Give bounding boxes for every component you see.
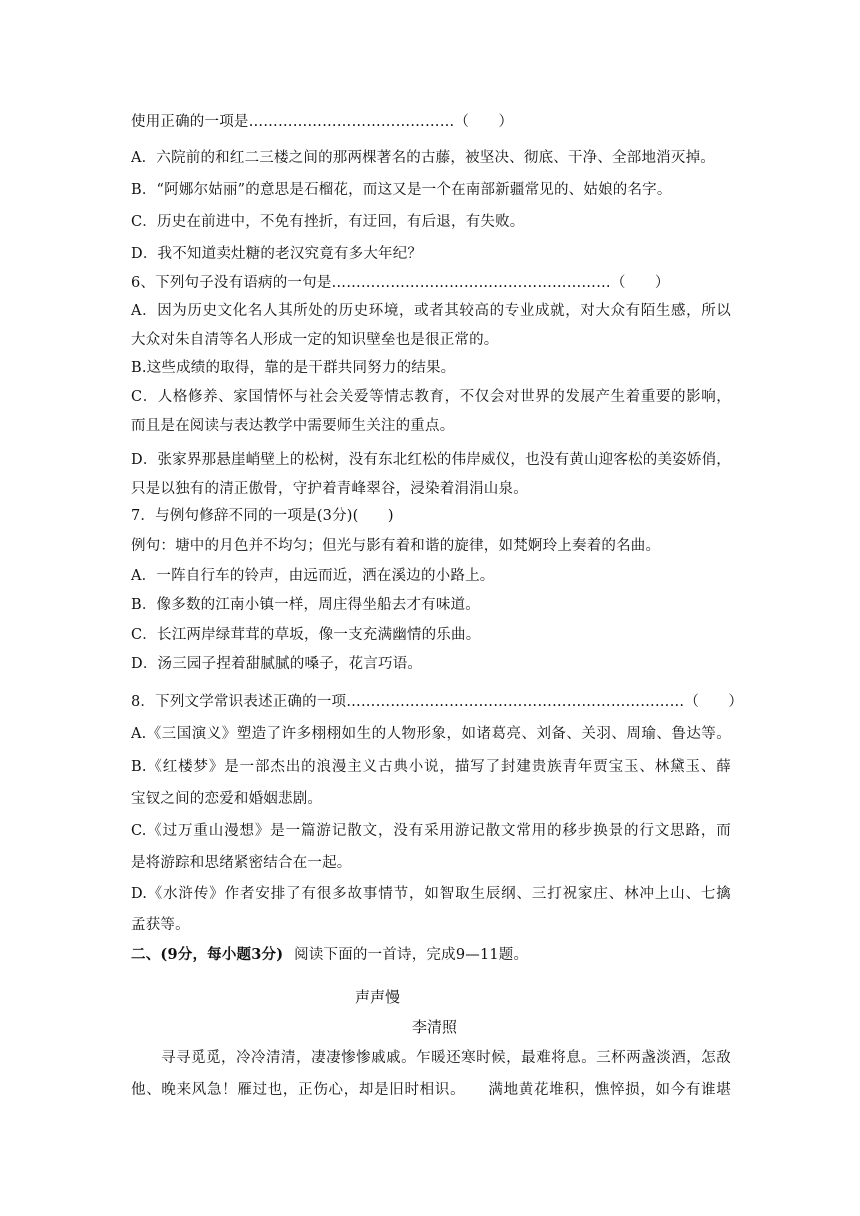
q8-stem: 8．下列文学常识表述正确的一项……………………………………………………………（ ） <box>131 694 744 710</box>
q8-option-d-line2: 孟获等。 <box>131 917 190 933</box>
poem-author: 李清照 <box>412 1018 458 1036</box>
q5-option-b: B．“阿娜尔姑丽”的意思是石榴花，而这又是一个在南部新疆常见的、姑娘的名字。 <box>131 182 672 198</box>
q8-option-a: A.《三国演义》塑造了许多栩栩如生的人物形象，如诸葛亮、刘备、关羽、周瑜、鲁达等。 <box>131 726 731 742</box>
q6-stem: 6、下列句子没有语病的一句是…………………………………………………（ ） <box>131 275 670 291</box>
q5-option-c: C．历史在前进中，不免有挫折，有迂回，有后退，有失败。 <box>131 214 525 230</box>
section-2-heading: 二、(9分，每小题3分) <box>131 946 284 963</box>
q8-option-b-line2: 宝钗之间的恋爱和婚姻悲剧。 <box>131 791 323 807</box>
q6-option-a-line1: A．因为历史文化名人其所处的历史环境，或者其较高的专业成就，对大众有陌生感，所以 <box>131 303 731 319</box>
q7-example: 例句：塘中的月色并不均匀；但光与影有着和谐的旋律，如梵婀玲上奏着的名曲。 <box>131 538 661 554</box>
q7-option-a: A．一阵自行车的铃声，由远而近，洒在溪边的小路上。 <box>131 568 495 584</box>
section-2-header <box>131 945 731 965</box>
q7-option-b: B．像多数的江南小镇一样，周庄得坐船去才有味道。 <box>131 597 480 613</box>
q6-option-d-line2: 只是以独有的清正傲骨，守护着青峰翠谷，浸染着涓涓山泉。 <box>131 481 528 497</box>
q7-stem: 7．与例句修辞不同的一项是(3分)( ) <box>131 508 394 524</box>
poem-text-line1: 寻寻觅觅，冷冷清清，凄凄惨惨戚戚。乍暖还寒时候，最难将息。三杯两盏淡酒，怎敌 <box>161 1050 731 1066</box>
q6-option-b: B.这些成绩的取得，靠的是干群共同努力的结果。 <box>131 360 456 376</box>
q5-stem: 使用正确的一项是……………………………………（ ） <box>131 114 514 130</box>
q8-option-d-line1: D.《水浒传》作者安排了有很多故事情节，如智取生辰纲、三打祝家庄、林冲上山、七擒 <box>131 886 731 902</box>
q5-option-a: A．六院前的和红二三楼之间的那两棵著名的古藤，被坚决、彻底、干净、全部地消灭掉。 <box>131 150 715 166</box>
q8-option-b-line1: B.《红楼梦》是一部杰出的浪漫主义古典小说，描写了封建贵族青年贾宝玉、林黛玉、薛 <box>131 759 731 775</box>
q5-option-d: D．我不知道卖灶糖的老汉究竟有多大年纪？ <box>131 246 423 262</box>
section-2-instruction: 阅读下面的一首诗，完成9—11题。 <box>294 947 529 963</box>
q7-option-c: C．长江两岸绿茸茸的草坂，像一支充满幽情的乐曲。 <box>131 627 481 643</box>
q6-option-c-line2: 而且是在阅读与表达教学中需要师生关注的重点。 <box>131 418 455 434</box>
q8-option-c-line2: 是将游踪和思绪紧密结合在一起。 <box>131 855 352 871</box>
poem-text-line2: 他、晚来风急！雁过也，正伤心，却是旧时相识。 满地黄花堆积，憔悴损，如今有谁堪 <box>131 1082 731 1098</box>
q8-option-c-line1: C.《过万重山漫想》是一篇游记散文，没有采用游记散文常用的移步换景的行文思路，而 <box>131 823 731 839</box>
q6-option-c-line1: C．人格修养、家国情怀与社会关爱等情志教育，不仅会对世界的发展产生着重要的影响， <box>131 389 731 405</box>
q7-option-d: D．汤三园子捏着甜腻腻的嗓子，花言巧语。 <box>131 656 423 672</box>
q6-option-d-line1: D．张家界那悬崖峭壁上的松树，没有东北红松的伟岸威仪，也没有黄山迎客松的美姿娇俏， <box>131 452 731 468</box>
poem-title: 声声慢 <box>355 988 401 1006</box>
q6-option-a-line2: 大众对朱自清等名人形成一定的知识壁垒也是很正常的。 <box>131 332 499 348</box>
